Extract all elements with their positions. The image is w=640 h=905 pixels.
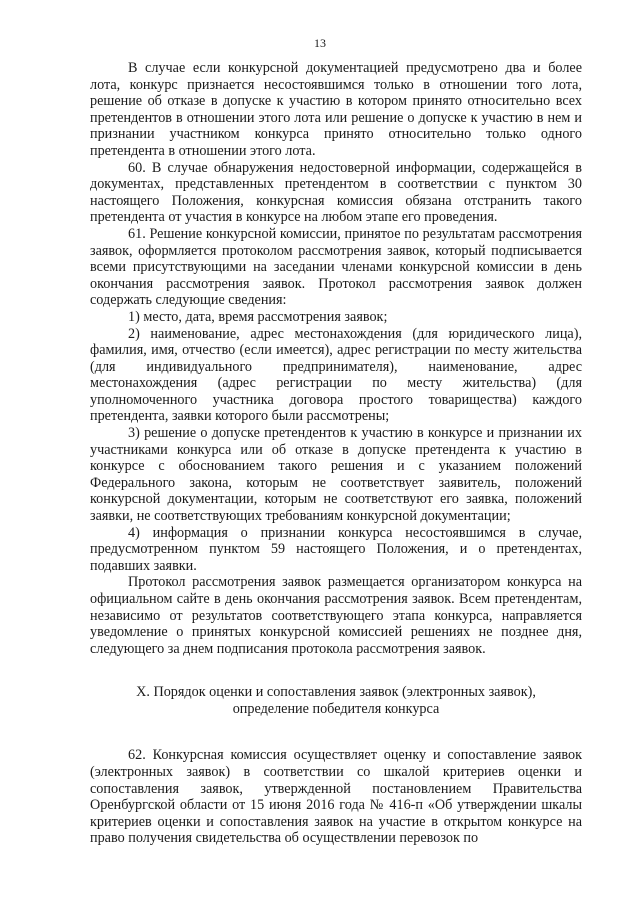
- paragraph-61: 61. Решение конкурсной комиссии, принятое по результатам рассмотрения заявок, оформляется протоколом рассмотрения заявок, который подписывается всеми присутствующими на заседании членами конкурсной комиссии в день окончания рассмотрения заявок. Протокол рассмотрения заявок должен содержать следующие сведения:: [90, 225, 582, 309]
- page-number: 13: [314, 36, 326, 50]
- paragraph-60: 60. В случае обнаружения недостоверной информации, содержащейся в документах, представленных претендентом в соответствии с пунктом 30 настоящего Положения, конкурсная комиссия обязана отстранить такого претендента от участия в конкурсе на любом этапе его проведения.: [90, 159, 582, 226]
- section-heading-line-2: определение победителя конкурса: [232, 701, 440, 718]
- section-heading-line-1: X. Порядок оценки и сопоставления заявок (электронных заявок),: [136, 684, 536, 701]
- section-heading: [90, 684, 582, 718]
- document-body: [90, 60, 582, 847]
- paragraph-protocol-publication: Протокол рассмотрения заявок размещается организатором конкурса на официальном сайте в день окончания рассмотрения заявок. Всем претендентам, независимо от результатов соответствующего этапа конкурса, направляется уведомление о принятых конкурсной комиссией решениях не позднее дня, следующего за днем подписания протокола рассмотрения заявок.: [90, 574, 582, 657]
- list-item-3: 3) решение о допуске претендентов к участию в конкурсе и признании их участниками конкурса или об отказе в допуске претендента к участию в конкурсе с обоснованием такого решения и с указанием положений Федерального закона, которым не соответствует заявитель, положений конкурсной документации, которым не соответствуют его заявка, положений заявки, не соответствующих требованиям конкурсной документации;: [90, 425, 582, 525]
- paragraph-62: 62. Конкурсная комиссия осуществляет оценку и сопоставление заявок (электронных заявок) в соответствии со шкалой критериев оценки и сопоставления заявок, утвержденной постановлением Правительства Оренбургской области от 15 июня 2016 года № 416-п «Об утверждении шкалы критериев оценки и сопоставления заявок на участие в открытом конкурсе на право получения свидетельства об осуществлении перевозок по: [90, 747, 582, 847]
- paragraph-lot-clause: В случае если конкурсной документацией предусмотрено два и более лота, конкурс признается несостоявшимся только в отношении того лота, решение об отказе в допуске к участию в котором принято относительно всех претендентов в отношении этого лота или решение о допуске к участию в нем и признании участником конкурса принято относительно только одного претендента в отношении этого лота.: [90, 60, 582, 159]
- list-item-4: 4) информация о признании конкурса несостоявшимся в случае, предусмотренном пунктом 59 настоящего Положения, и о претендентах, подавших заявки.: [90, 524, 582, 574]
- list-item-1: 1) место, дата, время рассмотрения заявок;: [128, 308, 388, 325]
- list-item-2: 2) наименование, адрес местонахождения (для юридического лица), фамилия, имя, отчество (если имеется), адрес регистрации по месту жительства (для индивидуального предпринимателя), наименование, адрес местонахождения (адрес регистрации по месту жительства) (для уполномоченного участника договора простого товарищества) каждого претендента, заявки которого были рассмотрены;: [90, 325, 582, 425]
